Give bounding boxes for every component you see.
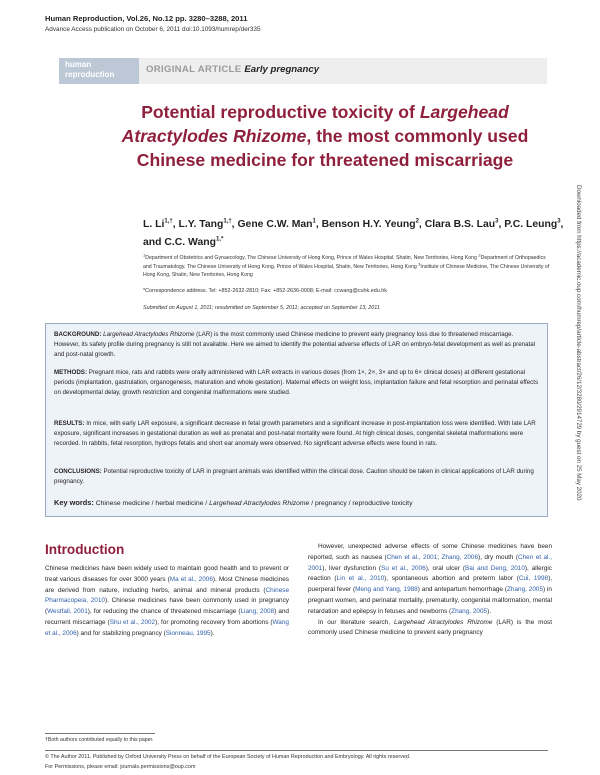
download-watermark: Downloaded from https://academic.oup.com/humrep/article-abstract/26/12/3280/2914729 by guest on 25 May 2020 <box>575 185 582 501</box>
keywords-italic: Largehead Atractylodes Rhizome <box>209 500 310 507</box>
affiliation-number: 1 <box>143 252 146 258</box>
body-text: ). <box>210 629 215 637</box>
results-text: In mice, with early LAR exposure, a significant decrease in fetal growth parameters and a significant increase in post-implantation loss were identified. With late LAR exposure, significant increases in gestational duration as well as prenatal and post-natal mortality were found. At high clinical doses, congenital skeletal malformations were recorded. In rabbits, fetal resorption, hydrops fetalis and short ear anomaly were observed. No significant adverse effects were found in rats. <box>54 420 536 448</box>
methods-text: Pregnant mice, rats and rabbits were orally administered with LAR extracts in various doses (from 1×, 2×, 3× and up to 6× clinical doses) at different gestational periods (implantation, gastrulation, organogenesis, maturation and whole gestation). Maternal effects on weight loss, implantation failure and fetal resorption and perinatal effects on developmental delay, growth restriction and congenital malformations were studied. <box>54 369 539 397</box>
citation-link[interactable]: Liang, 2008 <box>240 608 275 616</box>
logo-line-1: human <box>65 60 92 69</box>
body-text: ; <box>437 553 442 561</box>
introduction-heading: Introduction <box>45 542 125 557</box>
methods-heading: METHODS: <box>54 369 87 376</box>
keywords-label: Key words: <box>54 498 94 507</box>
author-affiliation-mark: 1,* <box>215 236 224 243</box>
article-type-sub: Early pregnancy <box>244 64 320 75</box>
author-affiliation-mark: 1,† <box>164 218 173 225</box>
affiliations <box>143 254 553 280</box>
citation-link[interactable]: Cui, 1998 <box>518 575 549 583</box>
affiliation-text: Department of Orthopaedics and Traumatology, The Chinese University of Hong Kong, Prince of Wales Hospital, Shatin, New Territories, Hong Kong <box>143 255 546 270</box>
footnote-rule <box>45 733 155 734</box>
abstract-results <box>54 419 540 450</box>
introduction-paragraph-3 <box>308 618 552 640</box>
author-list <box>143 216 583 252</box>
conclusions-text: Potential reproductive toxicity of LAR in pregnant animals was identified within the clinical dose. Caution should be taken in clinical applications of LAR during pregnancy. <box>54 468 534 486</box>
article-type <box>146 64 319 75</box>
body-text: Chinese medicines have been widely used to maintain good health and to prevent or treat various diseases for over 3000 years ( <box>45 565 289 583</box>
advance-access-line: Advance Access publication on October 6, 2011 doi:10.1093/humrep/der335 <box>45 26 261 33</box>
body-text: ), dry mouth ( <box>478 553 519 561</box>
author-separator: , <box>315 219 322 230</box>
title-italic: Largehead Atractylodes Rhizome <box>121 102 509 146</box>
citation-link[interactable]: Chen et al., 2001 <box>308 553 553 572</box>
journal-logo <box>59 58 139 84</box>
citation-link[interactable]: Chen et al., 2001 <box>386 553 438 561</box>
background-text: (LAR) is the most commonly used Chinese medicine to prevent early pregnancy loss due to threatened miscarriage. However, its safety profile during pregnancy is still not available. Here we aimed to identify the potential adverse effects of LAR on embryo-fetal development as well as prenatal and post-natal growth. <box>54 331 536 359</box>
author-affiliation-mark: 2 <box>415 218 419 225</box>
author-name: L.Y. Tang <box>178 219 224 230</box>
affiliation-number: 2 <box>478 252 481 258</box>
author-separator: , <box>498 219 505 230</box>
background-heading: BACKGROUND: <box>54 331 102 338</box>
keywords-part-1: Chinese medicine / herbal medicine / <box>93 500 210 507</box>
keywords-part-2: / pregnancy / reproductive toxicity <box>309 500 413 507</box>
author-affiliation-mark: 3 <box>495 218 499 225</box>
author-name: Benson H.Y. Yeung <box>321 219 416 230</box>
body-text: However, unexpected adverse effects of some Chinese medicines have been reported, such as nausea ( <box>308 543 552 561</box>
body-text: ) in pregnant women, and perinatal mortality, prematurity, congenital malformation, mental retardation and epilepsy in fetuses and newborns ( <box>308 586 552 615</box>
affiliation-text: Institute of Chinese Medicine, The Chinese University of Hong Kong, Shatin, New Territories, Hong Kong <box>143 263 550 279</box>
conclusions-heading: CONCLUSIONS: <box>54 468 102 475</box>
abstract-methods <box>54 368 540 399</box>
abstract-conclusions <box>54 467 540 487</box>
citation-link[interactable]: Wang et al., 2006 <box>45 618 289 637</box>
author-separator: , <box>231 219 238 230</box>
citation-link[interactable]: Sionneau, 1995 <box>165 629 211 637</box>
author-name: P.C. Leung <box>504 219 558 230</box>
citation-link[interactable]: Lin et al., 2010 <box>336 575 385 583</box>
author-name: Clara B.S. Lau <box>424 219 496 230</box>
keywords <box>54 498 540 507</box>
copyright: © The Author 2011. Published by Oxford University Press on behalf of the European Society of Human Reproduction and Embryology. All rights reserved. <box>45 754 411 760</box>
introduction-paragraph-2 <box>308 542 552 618</box>
affiliation-text: Department of Obstetrics and Gynaecology, The Chinese University of Hong Kong, Prince of Wales Hospital, Shatin, New Territories, Hong Kong <box>145 255 479 261</box>
body-text: ), for reducing the chance of threatened miscarriage ( <box>87 608 241 616</box>
correspondence-address: *Correspondence address. Tel: +852-2632-2810; Fax: +852-2636-0008; E-mail: ccwang@cuhk.edu.hk <box>143 288 387 294</box>
author-affiliation-mark: 3 <box>557 218 561 225</box>
permissions: For Permissions, please email: journals.permissions@oup.com <box>45 764 196 770</box>
body-text: ), oral ulcer ( <box>425 564 465 572</box>
body-text: In our literature search, <box>318 618 394 626</box>
author-separator: , <box>418 219 425 230</box>
title-part-2: , the most commonly used Chinese medicine for threatened miscarriage <box>136 126 529 170</box>
citation-link[interactable]: Westfall, 2001 <box>47 608 88 616</box>
body-text: ). <box>487 607 491 615</box>
body-text: (LAR) is the most commonly used Chinese medicine to prevent early pregnancy <box>308 618 552 637</box>
author-separator: , <box>172 219 179 230</box>
bottom-rule <box>45 750 548 751</box>
footnote: †Both authors contributed equally to this paper. <box>45 737 154 743</box>
body-text: ) and antepartum hemorrhage ( <box>417 586 507 594</box>
citation-link[interactable]: Chinese Pharmacopeia, 2010 <box>45 586 289 605</box>
citation-link[interactable]: Su et al., 2006 <box>381 564 426 572</box>
citation-link[interactable]: Shu et al., 2002 <box>109 618 156 626</box>
author-name: L. Li <box>143 219 165 230</box>
body-text: ) and for stabilizing pregnancy ( <box>76 629 166 637</box>
affiliation-number: 3 <box>418 260 421 266</box>
results-heading: RESULTS: <box>54 420 85 427</box>
citation-link[interactable]: Zhang, 2005 <box>507 586 543 594</box>
body-text: ), for promoting recovery from abortions ( <box>155 618 273 626</box>
citation-link[interactable]: Zhang, 2006 <box>441 553 479 561</box>
citation-link[interactable]: Zhang, 2005 <box>451 607 488 615</box>
author-separator: , and <box>143 219 564 248</box>
body-text: ) and recurrent miscarriage ( <box>45 608 289 626</box>
logo-line-2: reproduction <box>65 70 115 79</box>
body-text: ), allergic reaction ( <box>308 564 552 583</box>
body-text: ). Most Chinese medicines are derived from nature, including herbs, animal and mineral products ( <box>45 575 289 594</box>
body-text: ), puerperal fever ( <box>308 575 552 594</box>
journal-citation: Human Reproduction, Vol.26, No.12 pp. 3280–3288, 2011 <box>45 14 248 23</box>
body-text: ). Chinese medicines have been commonly used in pregnancy ( <box>45 597 289 616</box>
citation-link[interactable]: Ma et al., 2006 <box>169 575 213 583</box>
abstract-background <box>54 330 540 361</box>
title-part-1: Potential reproductive toxicity of <box>141 102 420 122</box>
author-name: Gene C.W. Man <box>237 219 313 230</box>
author-affiliation-mark: 1,† <box>223 218 232 225</box>
body-text: ), spontaneous abortion and preterm labor ( <box>384 575 519 583</box>
introduction-column-1 <box>45 564 289 640</box>
author-name: C.C. Wang <box>164 237 216 248</box>
body-text: ), liver dysfunction ( <box>322 564 382 572</box>
background-italic: Largehead Atractylodes Rhizome <box>103 331 195 338</box>
introduction-column-2 <box>308 542 552 639</box>
citation-link[interactable]: Bai and Deng, 2010 <box>465 564 525 572</box>
author-affiliation-mark: 1 <box>312 218 316 225</box>
italic-text: Largehead Atractylodes Rhizome <box>393 618 493 626</box>
article-type-main: ORIGINAL ARTICLE <box>146 64 242 75</box>
article-title <box>100 100 550 172</box>
submission-dates: Submitted on August 1, 2011; resubmitted on September 5, 2011; accepted on September 13, 2011 <box>143 305 380 311</box>
citation-link[interactable]: Meng and Yang, 1988 <box>355 586 418 594</box>
